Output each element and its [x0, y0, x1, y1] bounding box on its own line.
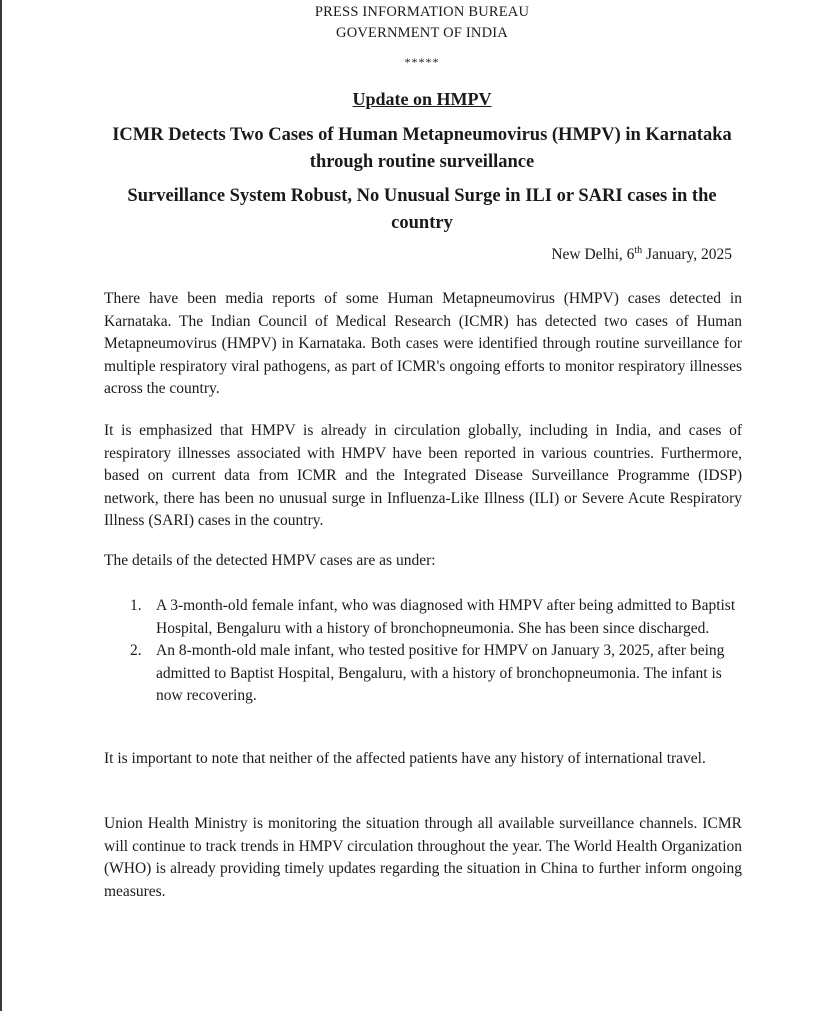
list-item-text: A 3-month-old female infant, who was diagnosed with HMPV after being admitted to Baptist Hospital, Bengaluru with a history of bronchopneumonia. She has been since discharged. — [156, 597, 736, 637]
list-item-text: An 8-month-old male infant, who tested positive for HMPV on January 3, 2025, after being admitted to Baptist Hospital, Bengaluru, with a history of bronchopneumonia. The infant is now recovering. — [156, 642, 725, 704]
list-item-number: 1. — [130, 597, 142, 614]
paragraph-global-circulation: It is emphasized that HMPV is already in circulation globally, including in India, and cases of respiratory illnesses associated with HMPV have been reported in various countries. Furthermore, based on current data from ICMR and the Integrated Disease Surveillance Programme (IDSP) network, there has been no unusual surge in Influenza-Like Illness (ILI) or Severe Acute Respiratory Illness (SARI) cases in the country. — [104, 422, 742, 529]
list-item — [104, 640, 742, 708]
list-item-number: 2. — [130, 642, 142, 659]
dateline-place: New Delhi, 6 — [551, 246, 635, 263]
list-item — [104, 595, 742, 640]
dateline-ordinal: th — [634, 244, 643, 256]
bureau-name: PRESS INFORMATION BUREAU — [314, 4, 530, 20]
update-title: Update on HMPV — [352, 89, 492, 109]
dateline — [551, 246, 732, 264]
government-name: GOVERNMENT OF INDIA — [336, 25, 508, 41]
case-list — [104, 595, 742, 708]
separator-stars: ***** — [404, 55, 440, 69]
paragraph-media-reports: There have been media reports of some Human Metapneumovirus (HMPV) cases detected in Karnataka. The Indian Council of Medical Research (ICMR) has detected two cases of Human Metapneumovirus (HMPV) in Karnataka. Both cases were identified through routine surveillance for multiple respiratory viral pathogens, as part of ICMR's ongoing efforts to monitor respiratory illnesses across the country. — [104, 290, 742, 397]
paragraph-travel-history: It is important to note that neither of the affected patients have any history of international travel. — [104, 750, 706, 767]
headline-main: ICMR Detects Two Cases of Human Metapneumovirus (HMPV) in Karnataka through routine surveillance — [112, 125, 732, 172]
dateline-rest: January, 2025 — [642, 246, 732, 263]
paragraph-case-details-intro: The details of the detected HMPV cases are as under: — [104, 552, 436, 569]
paragraph-ministry-monitoring: Union Health Ministry is monitoring the situation through all available surveillance channels. ICMR will continue to track trends in HMPV circulation throughout the year. The World Health Organization (WHO) is already providing timely updates regarding the situation in China to further inform ongoing measures. — [104, 815, 742, 900]
headline-sub: Surveillance System Robust, No Unusual Surge in ILI or SARI cases in the country — [127, 186, 717, 233]
